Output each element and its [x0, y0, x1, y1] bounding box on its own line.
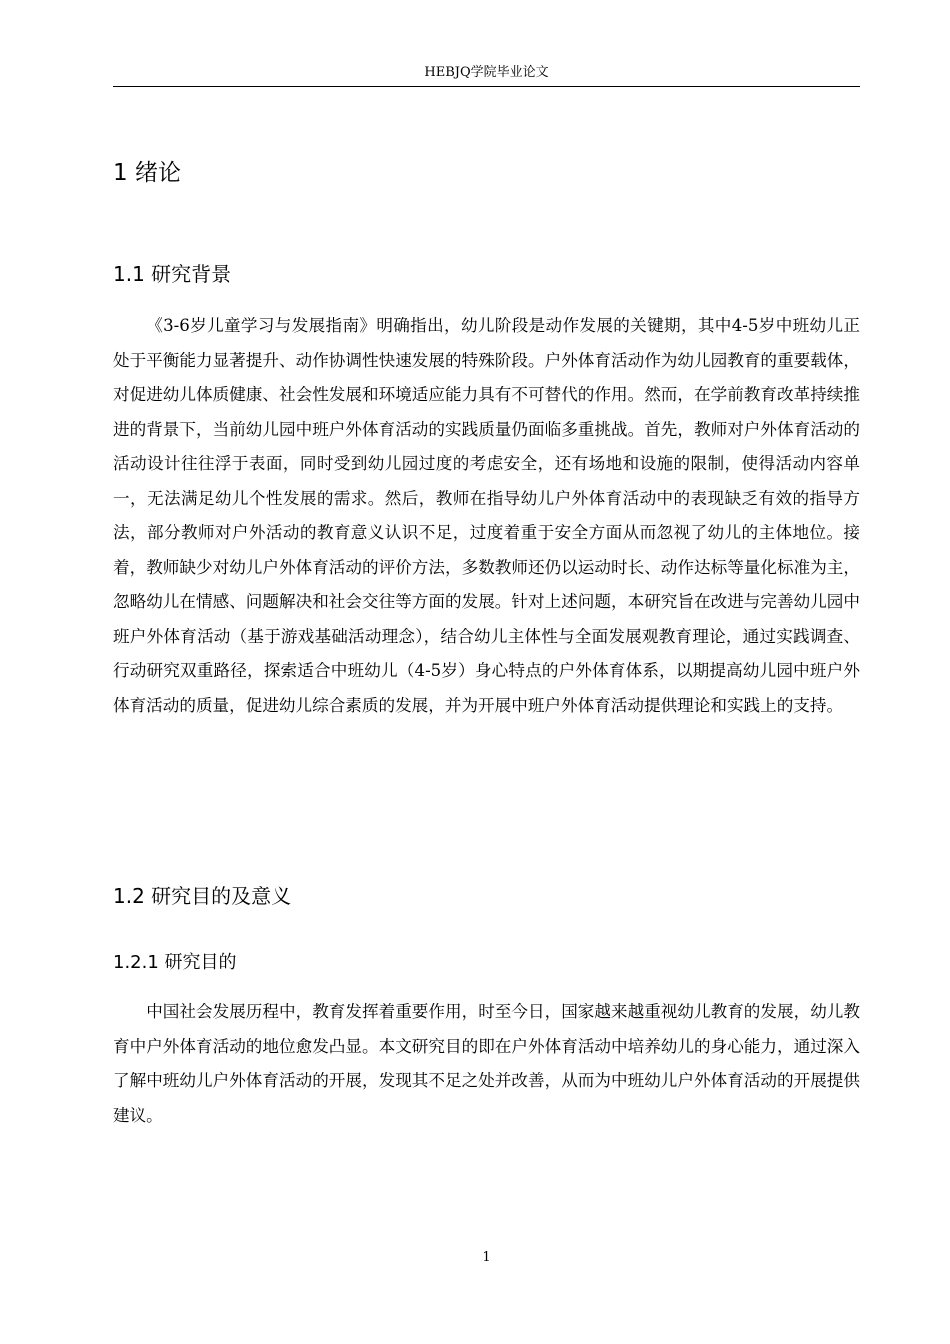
section-heading-1-2-1: 1.2.1 研究目的 [113, 952, 237, 973]
chapter-heading: 1 绪论 [113, 160, 181, 186]
section-heading-1-1: 1.1 研究背景 [113, 262, 232, 286]
page-number: 1 [482, 1250, 491, 1265]
section-1-1-paragraph: 《3-6岁儿童学习与发展指南》明确指出，幼儿阶段是动作发展的关键期，其中4-5岁中班幼儿正处于平衡能力显著提升、动作协调性快速发展的特殊阶段。户外体育活动作为幼儿园教育的重要载体，对促进幼儿体质健康、社会性发展和环境适应能力具有不可替代的作用。然而，在学前教育改革持续推进的背景下，当前幼儿园中班户外体育活动的实践质量仍面临多重挑战。首先，教师对户外体育活动的活动设计往往浮于表面，同时受到幼儿园过度的考虑安全，还有场地和设施的限制，使得活动内容单一，无法满足幼儿个性发展的需求。然后，教师在指导幼儿户外体育活动中的表现缺乏有效的指导方法，部分教师对户外活动的教育意义认识不足，过度着重于安全方面从而忽视了幼儿的主体地位。接着，教师缺少对幼儿户外体育活动的评价方法，多数教师还仍以运动时长、动作达标等量化标准为主，忽略幼儿在情感、问题解决和社会交往等方面的发展。针对上述问题，本研究旨在改进与完善幼儿园中班户外体育活动（基于游戏基础活动理念），结合幼儿主体性与全面发展观教育理论，通过实践调查、行动研究双重路径，探索适合中班幼儿（4-5岁）身心特点的户外体育体系，以期提高幼儿园中班户外体育活动的质量，促进幼儿综合素质的发展，并为开展中班户外体育活动提供理论和实践上的支持。 [113, 316, 860, 715]
section-heading-1-2: 1.2 研究目的及意义 [113, 884, 292, 908]
section-1-2-1-paragraph: 中国社会发展历程中，教育发挥着重要作用，时至今日，国家越来越重视幼儿教育的发展，幼儿教育中户外体育活动的地位愈发凸显。本文研究目的即在户外体育活动中培养幼儿的身心能力，通过深入了解中班幼儿户外体育活动的开展，发现其不足之处并改善，从而为中班幼儿户外体育活动的开展提供建议。 [113, 1002, 860, 1125]
page-header-title: HEBJQ学院毕业论文 [424, 65, 549, 80]
header-divider [113, 86, 860, 87]
